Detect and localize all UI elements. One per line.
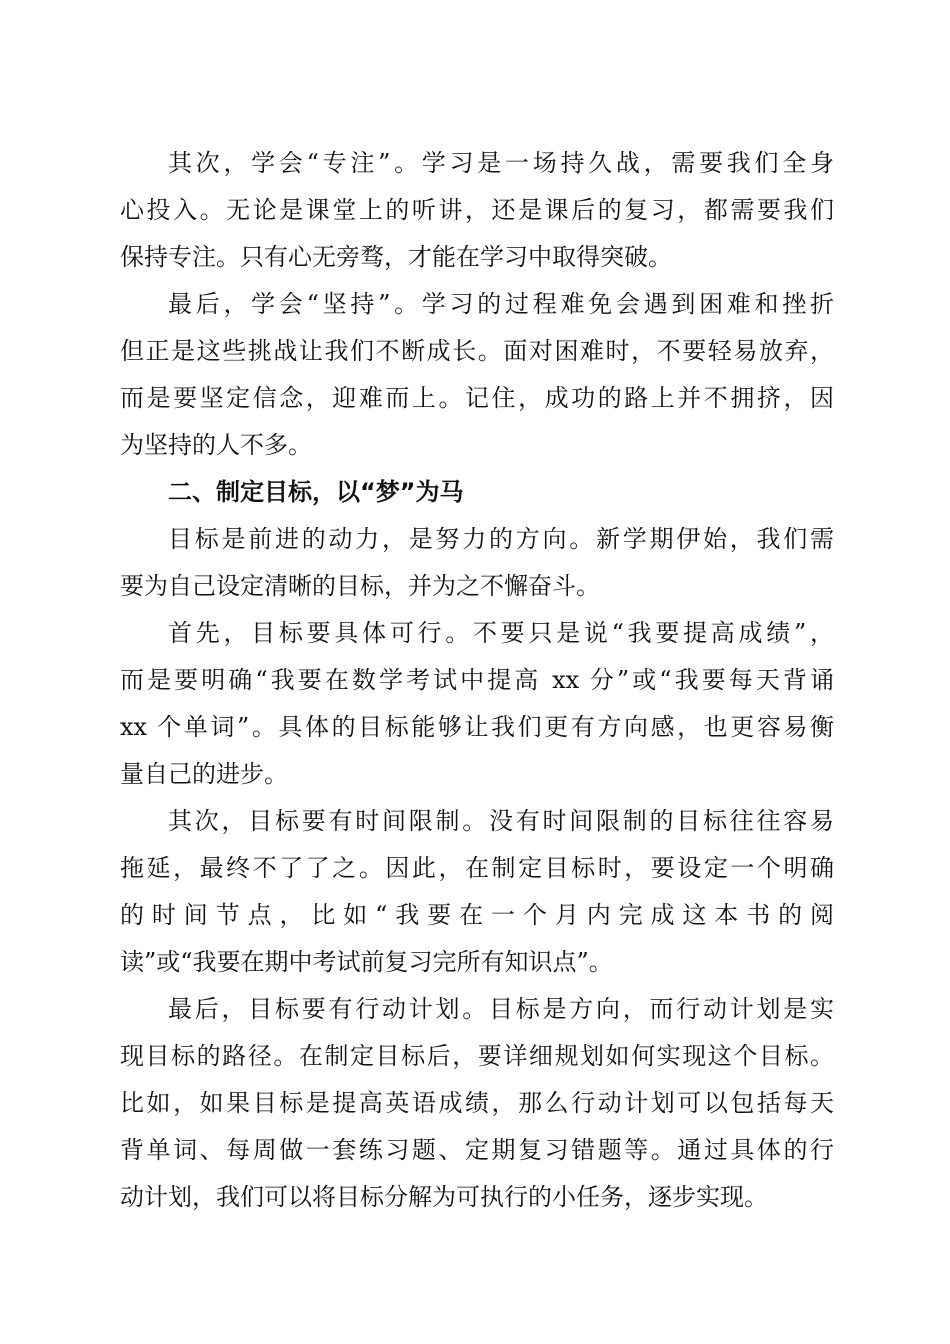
section-heading	[120, 469, 834, 516]
text-line: 其次，学会“专注”。学习是一场持久战，需要我们全身	[168, 149, 834, 177]
paragraph	[120, 986, 834, 1221]
paragraph	[120, 798, 834, 986]
text-line: 而是要坚定信念，迎难而上。记住，成功的路上并不拥挤，因	[120, 384, 834, 412]
paragraph	[120, 140, 834, 281]
text-line: 拖延，最终不了了之。因此，在制定目标时，要设定一个明确	[120, 854, 834, 882]
text-line: 比如，如果目标是提高英语成绩，那么行动计划可以包括每天	[120, 1089, 834, 1117]
text-line: 保持专注。只有心无旁骛，才能在学习中取得突破。	[120, 243, 672, 271]
text-line: 心投入。无论是课堂上的听讲，还是课后的复习，都需要我们	[120, 196, 834, 224]
text-line: 而是要明确“我要在数学考试中提高 xx 分”或“我要每天背诵	[120, 666, 834, 694]
paragraph	[120, 516, 834, 610]
document-body	[120, 140, 834, 1221]
text-line: 但正是这些挑战让我们不断成长。面对困难时，不要轻易放弃，	[120, 337, 834, 365]
text-line: 为坚持的人不多。	[120, 431, 312, 459]
text-line: 的时间节点，比如“我要在一个月内完成这本书的阅	[120, 901, 834, 929]
text-line: 其次，目标要有时间限制。没有时间限制的目标往往容易	[168, 807, 834, 835]
text-line: 背单词、每周做一套练习题、定期复习错题等。通过具体的行	[120, 1136, 834, 1164]
text-line: 量自己的进步。	[120, 760, 288, 788]
text-line: 要为自己设定清晰的目标，并为之不懈奋斗。	[120, 572, 600, 600]
paragraph	[120, 610, 834, 798]
text-line: 最后，学会“坚持”。学习的过程难免会遇到困难和挫折	[168, 290, 834, 318]
paragraph	[120, 281, 834, 469]
text-line: 目标是前进的动力，是努力的方向。新学期伊始，我们需	[168, 525, 834, 553]
text-line: 动计划，我们可以将目标分解为可执行的小任务，逐步实现。	[120, 1183, 768, 1211]
heading-text: 二、制定目标，以“梦”为马	[168, 478, 464, 506]
text-line: 读”或“我要在期中考试前复习完所有知识点”。	[120, 948, 613, 976]
text-line: 最后，目标要有行动计划。目标是方向，而行动计划是实	[168, 995, 834, 1023]
text-line: xx 个单词”。具体的目标能够让我们更有方向感，也更容易衡	[120, 713, 834, 741]
text-line: 现目标的路径。在制定目标后，要详细规划如何实现这个目标。	[120, 1042, 834, 1070]
text-line: 首先，目标要具体可行。不要只是说“我要提高成绩”，	[168, 619, 834, 647]
